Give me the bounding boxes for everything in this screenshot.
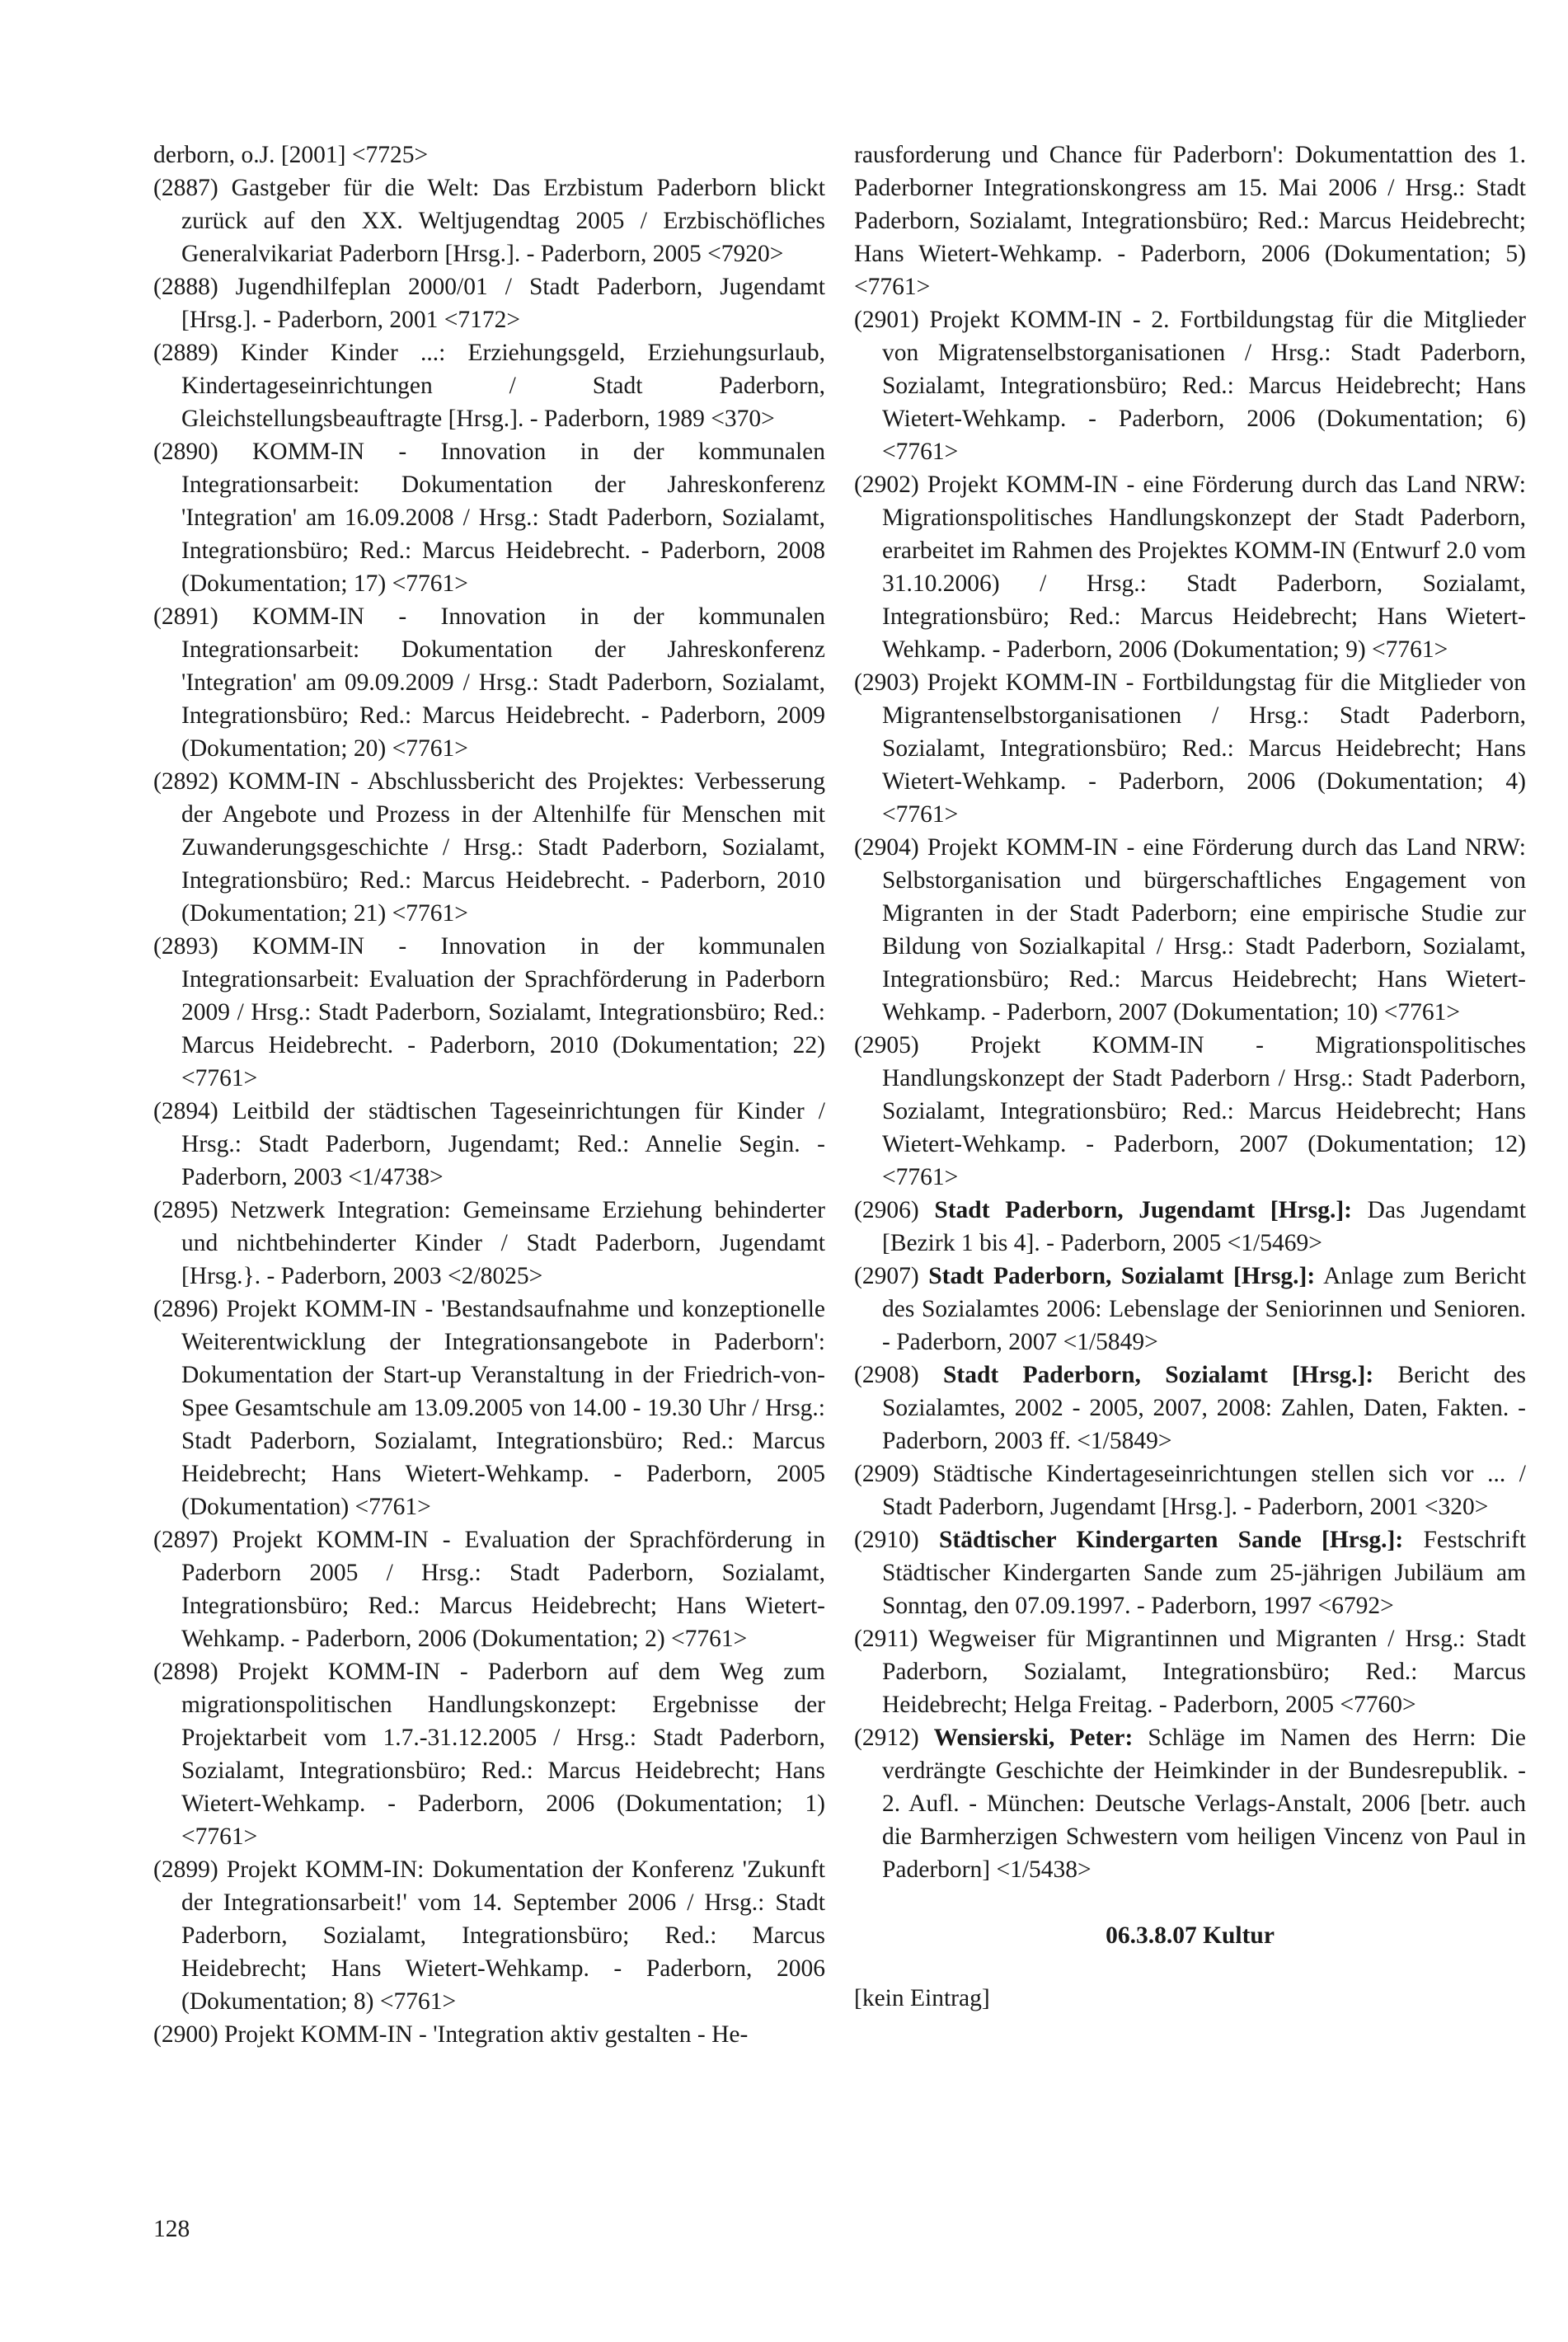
bibliography-entry-2899: (2899) Projekt KOMM-IN: Dokumentation der Konferenz 'Zukunft der Integrationsarbeit!' vom 14. September 2006 / Hrsg.: Stadt Paderborn, Sozialamt, Integrationsbüro; Red.: Marcus Heidebrecht; Hans Wietert-Wehkamp. - Paderborn, 2006 (Dokumentation; 8) <7761>	[153, 1856, 825, 2015]
entry-number: (2910)	[854, 1527, 919, 1553]
bibliography-entry-2889: (2889) Kinder Kinder ...: Erziehungsgeld, Erziehungsurlaub, Kindertageseinrichtungen / Stadt Paderborn, Gleichstellungsbeauftragte [Hrsg.]. - Paderborn, 1989 <370>	[153, 340, 825, 432]
bibliography-entry-2904	[854, 831, 1526, 1029]
entry-number: (2909)	[854, 1461, 919, 1487]
entry-text: Projekt KOMM-IN - eine Förderung durch das Land NRW: Migrationspolitisches Handlungskonzept der Stadt Paderborn, erarbeitet im Rahmen des Projektes KOMM-IN (Entwurf 2.0 vom 31.10.2006) / Hrsg.: Stadt Paderborn, Sozialamt, Integrationsbüro; Red.: Marcus Heidebrecht; Hans Wietert-Wehkamp. - Paderborn, 2006 (Dokumentation; 9) <7761>	[882, 472, 1527, 663]
entry-number: (2911)	[854, 1626, 918, 1652]
entry-number: (2903)	[854, 669, 919, 696]
bibliography-entry-2900: (2900) Projekt KOMM-IN - 'Integration aktiv gestalten - He-	[153, 2021, 749, 2048]
bibliography-entry-2888: (2888) Jugendhilfeplan 2000/01 / Stadt Paderborn, Jugendamt [Hrsg.]. - Paderborn, 2001 <7172>	[153, 274, 825, 333]
entry-author: Städtischer Kindergarten Sande [Hrsg.]:	[938, 1527, 1404, 1553]
entry-text: Projekt KOMM-IN - eine Förderung durch das Land NRW: Selbstorganisation und bürgerschaftliches Engagement von Migranten in der Stadt Paderborn; eine empirische Studie zur Bildung von Sozialkapital / Hrsg.: Stadt Paderborn, Sozialamt, Integrationsbüro; Red.: Marcus Heidebrecht; Hans Wietert-Wehkamp. - Paderborn, 2007 (Dokumentation; 10) <7761>	[882, 834, 1527, 1026]
entry-text: Anlage zum Bericht des Sozialamtes 2006: Lebenslage der Seniorinnen und Senioren. - Paderborn, 2007 <1/5849>	[882, 1263, 1527, 1355]
entry-text: Festschrift Städtischer Kindergarten Sande zum 25-jährigen Jubiläum am Sonntag, den 07.09.1997. - Paderborn, 1997 <6792>	[882, 1527, 1527, 1619]
entry-number: (2912)	[854, 1725, 919, 1751]
entry-number: (2902)	[854, 472, 919, 498]
bibliography-entry-2911	[854, 1622, 1526, 1721]
section-heading: 06.3.8.07 Kultur	[1106, 1922, 1275, 1949]
bibliography-entry-2887: (2887) Gastgeber für die Welt: Das Erzbistum Paderborn blickt zurück auf den XX. Weltjugendtag 2005 / Erzbischöfliches Generalvikariat Paderborn [Hrsg.]. - Paderborn, 2005 <7920>	[153, 175, 825, 267]
bibliography-entry-2894: (2894) Leitbild der städtischen Tageseinrichtungen für Kinder / Hrsg.: Stadt Paderborn, Jugendamt; Red.: Annelie Segin. - Paderborn, 2003 <1/4738>	[153, 1098, 825, 1190]
page-number: 128	[153, 2216, 190, 2242]
entry-author: Stadt Paderborn, Jugendamt [Hrsg.]:	[934, 1197, 1352, 1223]
bibliography-entry-2902	[854, 468, 1526, 666]
bibliography-entry-2906	[854, 1194, 1526, 1260]
entry-author: Wensierski, Peter:	[933, 1725, 1134, 1751]
bibliography-entry-2910	[854, 1523, 1526, 1622]
bibliography-entry-2905	[854, 1029, 1526, 1194]
entry-text: Projekt KOMM-IN - Fortbildungstag für die Mitglieder von Migrantenselbstorganisationen / Hrsg.: Stadt Paderborn, Sozialamt, Integrationsbüro; Red.: Marcus Heidebrecht; Hans Wietert-Wehkamp. - Paderborn, 2006 (Dokumentation; 4) <7761>	[882, 669, 1526, 828]
entry-text: Projekt KOMM-IN - 2. Fortbildungstag für die Mitglieder von Migratenselbstorganisationen / Hrsg.: Stadt Paderborn, Sozialamt, Integrationsbüro; Red.: Marcus Heidebrecht; Hans Wietert-Wehkamp. - Paderborn, 2006 (Dokumentation; 6) <7761>	[882, 307, 1526, 465]
entry-text: Städtische Kindertageseinrichtungen stellen sich vor ... / Stadt Paderborn, Jugendamt [Hrsg.]. - Paderborn, 2001 <320>	[882, 1461, 1527, 1520]
bibliography-entry-2909	[854, 1457, 1526, 1523]
bibliography-entry-2890: (2890) KOMM-IN - Innovation in der kommunalen Integrationsarbeit: Dokumentation der Jahreskonferenz 'Integration' am 16.09.2008 / Hrsg.: Stadt Paderborn, Sozialamt, Integrationsbüro; Red.: Marcus Heidebrecht. - Paderborn, 2008 (Dokumentation; 17) <7761>	[153, 439, 825, 597]
right-column	[854, 138, 1526, 2015]
left-column	[153, 138, 825, 2051]
bibliography-entry-2903	[854, 666, 1526, 831]
bibliography-entry-2898: (2898) Projekt KOMM-IN - Paderborn auf dem Weg zum migrationspolitischen Handlungskonzept: Ergebnisse der Projektarbeit vom 1.7.-31.12.2005 / Hrsg.: Stadt Paderborn, Sozialamt, Integrationsbüro; Red.: Marcus Heidebrecht; Hans Wietert-Wehkamp. - Paderborn, 2006 (Dokumentation; 1) <7761>	[153, 1659, 825, 1850]
entry-number: (2907)	[854, 1263, 919, 1289]
bibliography-entry-2895: (2895) Netzwerk Integration: Gemeinsame Erziehung behinderter und nichtbehinderter Kinder / Stadt Paderborn, Jugendamt [Hrsg.}. - Paderborn, 2003 <2/8025>	[153, 1197, 825, 1289]
bibliography-entry-2896: (2896) Projekt KOMM-IN - 'Bestandsaufnahme und konzeptionelle Weiterentwicklung der Integrationsangebote in Paderborn': Dokumentation der Start-up Veranstaltung in der Friedrich-von-Spee Gesamtschule am 13.09.2005 von 14.00 - 19.30 Uhr / Hrsg.: Stadt Paderborn, Sozialamt, Integrationsbüro; Red.: Marcus Heidebrecht; Hans Wietert-Wehkamp. - Paderborn, 2005 (Dokumentation) <7761>	[153, 1296, 825, 1520]
bibliography-entry-2892: (2892) KOMM-IN - Abschlussbericht des Projektes: Verbesserung der Angebote und Prozess in der Altenhilfe für Menschen mit Zuwanderungsgeschichte / Hrsg.: Stadt Paderborn, Sozialamt, Integrationsbüro; Red.: Marcus Heidebrecht. - Paderborn, 2010 (Dokumentation; 21) <7761>	[153, 768, 825, 927]
entry-text: Schläge im Namen des Herrn: Die verdrängte Geschichte der Heimkinder in der Bundesrepublik. - 2. Aufl. - München: Deutsche Verlags-Anstalt, 2006 [betr. auch die Barmherzigen Schwestern vom heiligen Vincenz von Paul in Paderborn] <1/5438>	[882, 1725, 1527, 1883]
entry-author: Stadt Paderborn, Sozialamt [Hrsg.]:	[928, 1263, 1316, 1289]
bibliography-entry-2891: (2891) KOMM-IN - Innovation in der kommunalen Integrationsarbeit: Dokumentation der Jahreskonferenz 'Integration' am 09.09.2009 / Hrsg.: Stadt Paderborn, Sozialamt, Integrationsbüro; Red.: Marcus Heidebrecht. - Paderborn, 2009 (Dokumentation; 20) <7761>	[153, 603, 825, 762]
entry-author: Stadt Paderborn, Sozialamt [Hrsg.]:	[942, 1362, 1374, 1388]
continuation-text: derborn, o.J. [2001] <7725>	[153, 142, 429, 168]
entry-number: (2908)	[854, 1362, 919, 1388]
entry-text: Projekt KOMM-IN - Migrationspolitisches Handlungskonzept der Stadt Paderborn / Hrsg.: Stadt Paderborn, Sozialamt, Integrationsbüro; Red.: Marcus Heidebrecht; Hans Wietert-Wehkamp. - Paderborn, 2007 (Dokumentation; 12) <7761>	[882, 1032, 1526, 1190]
entry-text: Wegweiser für Migrantinnen und Migranten / Hrsg.: Stadt Paderborn, Sozialamt, Integrationsbüro; Red.: Marcus Heidebrecht; Helga Freitag. - Paderborn, 2005 <7760>	[882, 1626, 1527, 1718]
entry-number: (2904)	[854, 834, 919, 861]
bibliography-entry-2912	[854, 1721, 1526, 1886]
entry-number: (2905)	[854, 1032, 919, 1058]
bibliography-entry-2907	[854, 1260, 1526, 1359]
entry-number: (2906)	[854, 1197, 919, 1223]
empty-entry-note: [kein Eintrag]	[854, 1985, 990, 2011]
bibliography-entry-2901	[854, 303, 1526, 468]
continuation-text: rausforderung und Chance für Paderborn': Dokumentattion des 1. Paderborner Integrationskongress am 15. Mai 2006 / Hrsg.: Stadt Paderborn, Sozialamt, Integrationsbüro; Red.: Marcus Heidebrecht; Hans Wietert-Wehkamp. - Paderborn, 2006 (Dokumentation; 5) <7761>	[854, 142, 1526, 300]
entry-text: Das Jugendamt [Bezirk 1 bis 4]. - Paderborn, 2005 <1/5469>	[882, 1197, 1527, 1256]
bibliography-entry-2897: (2897) Projekt KOMM-IN - Evaluation der Sprachförderung in Paderborn 2005 / Hrsg.: Stadt Paderborn, Sozialamt, Integrationsbüro; Red.: Marcus Heidebrecht; Hans Wietert-Wehkamp. - Paderborn, 2006 (Dokumentation; 2) <7761>	[153, 1527, 825, 1652]
entry-text: Bericht des Sozialamtes, 2002 - 2005, 2007, 2008: Zahlen, Daten, Fakten. - Paderborn, 2003 ff. <1/5849>	[882, 1362, 1527, 1454]
entry-number: (2901)	[854, 307, 919, 333]
bibliography-entry-2893: (2893) KOMM-IN - Innovation in der kommunalen Integrationsarbeit: Evaluation der Sprachförderung in Paderborn 2009 / Hrsg.: Stadt Paderborn, Sozialamt, Integrationsbüro; Red.: Marcus Heidebrecht. - Paderborn, 2010 (Dokumentation; 22) <7761>	[153, 933, 825, 1091]
bibliography-entry-2908	[854, 1359, 1526, 1457]
